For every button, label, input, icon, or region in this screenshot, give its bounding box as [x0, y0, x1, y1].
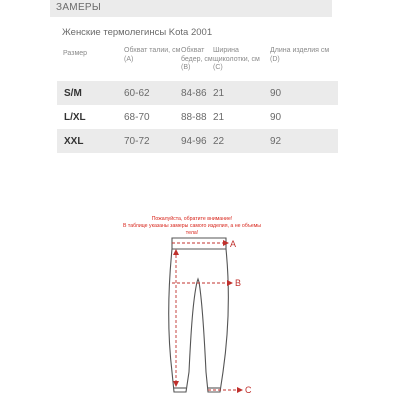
ankle-cell: 21 — [213, 111, 225, 123]
hips-cell: 94-96 — [181, 129, 213, 153]
notice-line-1: Пожалуйста, обратите внимание! — [151, 216, 233, 222]
product-title: Женские термолегинсы Kota 2001 — [62, 27, 213, 38]
header-waist: Обхват талии, см (А) — [124, 47, 181, 63]
waist-cell: 68-70 — [124, 111, 150, 123]
size-cell: S/M — [57, 81, 124, 105]
length-cell: 90 — [270, 111, 282, 123]
hips-cell: 88-88 — [181, 111, 207, 123]
size-cell: XXL — [57, 129, 124, 153]
header-length: Длина изделия см (D) — [270, 47, 330, 63]
header-ankle: Ширина щиколотки, см (С) — [213, 47, 260, 71]
length-cell: 90 — [270, 81, 338, 105]
hips-cell: 84-86 — [181, 81, 213, 105]
header-hips: Обхват бедер, см (В) — [181, 47, 213, 71]
notice-line-2: В таблице указаны замеры самого изделия, а не объемы тела! — [122, 223, 262, 236]
length-cell: 92 — [270, 129, 338, 153]
waist-cell: 60-62 — [124, 81, 181, 105]
section-title: ЗАМЕРЫ — [56, 2, 102, 13]
measurement-lines — [172, 243, 242, 390]
label-a: A — [230, 239, 237, 249]
waist-cell: 70-72 — [124, 129, 181, 153]
ankle-cell: 22 — [213, 129, 270, 153]
ankle-cell: 21 — [213, 81, 270, 105]
header-size: Размер — [63, 50, 88, 57]
size-cell: L/XL — [64, 111, 86, 123]
label-c: C — [245, 385, 252, 395]
label-b: B — [235, 278, 242, 288]
leggings-outline — [169, 238, 229, 392]
